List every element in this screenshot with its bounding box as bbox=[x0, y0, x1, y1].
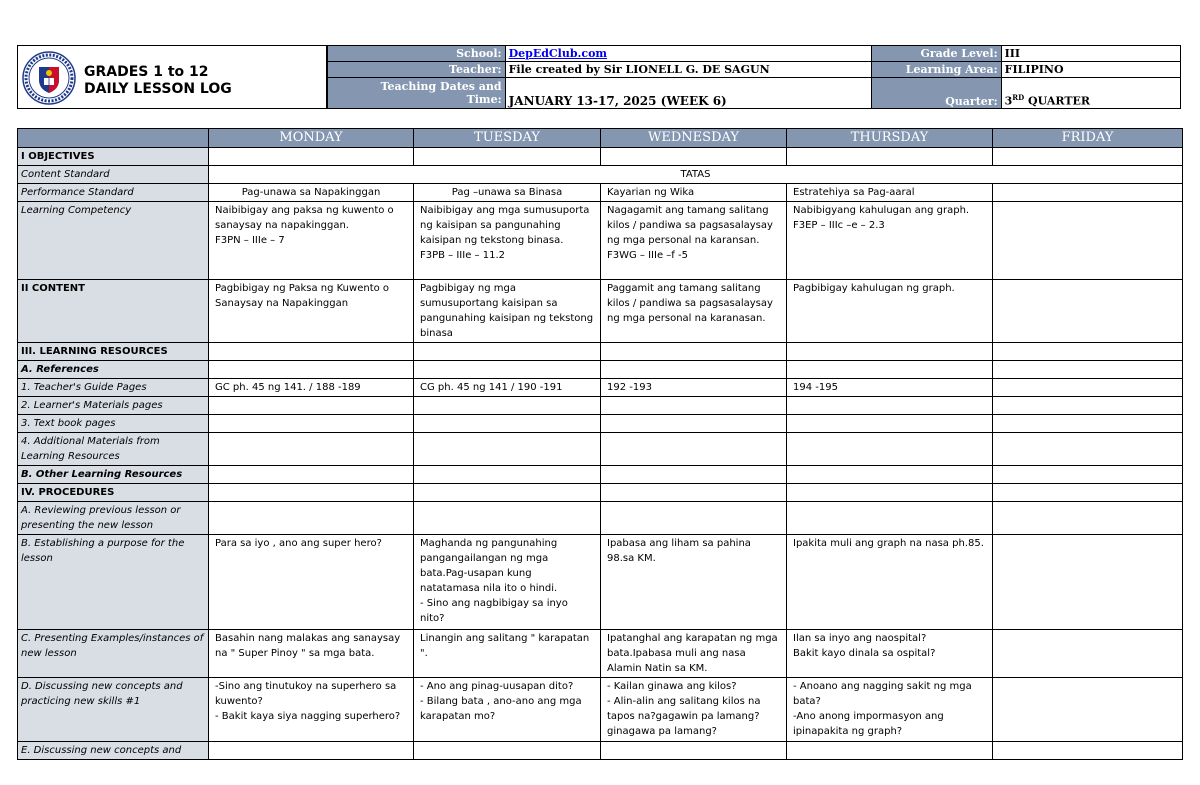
row-label-objectives: I OBJECTIVES bbox=[18, 148, 209, 166]
cell bbox=[993, 484, 1183, 502]
cell bbox=[209, 466, 414, 484]
comp-tuesday: Naibibigay ang mga sumusuporta ng kaisipan sa pangunahing kaisipan ng tekstong binasa. F3PB – IIIe – 11.2 bbox=[414, 202, 601, 280]
cell bbox=[601, 343, 787, 361]
cell bbox=[993, 466, 1183, 484]
discussing-wednesday: - Kailan ginawa ang kilos? - Alin-alin ang salitang kilos na tapos na?gagawin pa lamang? ginagawa pa lamang? bbox=[601, 678, 787, 742]
cell bbox=[787, 148, 993, 166]
discussing-monday: -Sino ang tinutukoy na superhero sa kuwento? - Bakit kaya siya nagging superhero? bbox=[209, 678, 414, 742]
cell bbox=[787, 484, 993, 502]
table-row bbox=[18, 502, 1183, 535]
purpose-tuesday: Maghanda ng pangunahing pangangailangan ng mga bata.Pag-usapan kung natatamasa nila ito o hindi. - Sino ang nagbibigay sa inyo nito? bbox=[414, 535, 601, 630]
school-label: School: bbox=[328, 46, 506, 62]
cell bbox=[993, 742, 1183, 760]
quarter-label: Quarter: bbox=[871, 78, 1001, 109]
cell bbox=[601, 466, 787, 484]
cell bbox=[209, 343, 414, 361]
presenting-tuesday: Linangin ang salitang " karapatan ". bbox=[414, 630, 601, 678]
cell bbox=[209, 148, 414, 166]
content-standard-value: TATAS bbox=[209, 166, 1183, 184]
cell bbox=[601, 502, 787, 535]
row-label-procedures: IV. PROCEDURES bbox=[18, 484, 209, 502]
area-label: Learning Area: bbox=[871, 62, 1001, 78]
presenting-monday: Basahin nang malakas ang sanaysay na " Super Pinoy " sa mga bata. bbox=[209, 630, 414, 678]
grade-value: III bbox=[1001, 46, 1180, 62]
quarter-value bbox=[1001, 78, 1180, 109]
day-wednesday: WEDNESDAY bbox=[601, 129, 787, 148]
comp-wednesday: Nagagamit ang tamang salitang kilos / pandiwa sa pagsasalaysay ng mga personal na karansan. F3WG – IIIe –f -5 bbox=[601, 202, 787, 280]
table-row bbox=[18, 166, 1183, 184]
table-row bbox=[18, 379, 1183, 397]
table-row bbox=[18, 202, 1183, 280]
cell bbox=[787, 502, 993, 535]
day-tuesday: TUESDAY bbox=[414, 129, 601, 148]
row-label-presenting: C. Presenting Examples/instances of new lesson bbox=[18, 630, 209, 678]
purpose-friday bbox=[993, 535, 1183, 630]
table-row bbox=[18, 433, 1183, 466]
table-row bbox=[18, 280, 1183, 343]
row-label-learners-materials: 2. Learner's Materials pages bbox=[18, 397, 209, 415]
discussing-thursday: - Anoano ang nagging sakit ng mga bata? -Ano anong impormasyon ang ipinapakita ng graph? bbox=[787, 678, 993, 742]
cell bbox=[414, 484, 601, 502]
row-label-resources: III. LEARNING RESOURCES bbox=[18, 343, 209, 361]
cell bbox=[414, 148, 601, 166]
deped-seal-icon bbox=[22, 51, 76, 105]
dates-label-line1: Teaching Dates and bbox=[380, 80, 502, 93]
area-value: FILIPINO bbox=[1001, 62, 1180, 78]
purpose-thursday: Ipakita muli ang graph na nasa ph.85. bbox=[787, 535, 993, 630]
teacher-label: Teacher: bbox=[328, 62, 506, 78]
quarter-text: QUARTER bbox=[1024, 95, 1091, 108]
content-tuesday: Pagbibigay ng mga sumusuportang kaisipan sa pangunahing kaisipan ng tekstong binasa bbox=[414, 280, 601, 343]
dates-value-text: JANUARY 13-17, 2025 (WEEK 6) bbox=[508, 94, 727, 108]
purpose-monday: Para sa iyo , ano ang super hero? bbox=[209, 535, 414, 630]
tg-monday: GC ph. 45 ng 141. / 188 -189 bbox=[209, 379, 414, 397]
title-line-dll: DAILY LESSON LOG bbox=[84, 81, 232, 97]
table-row bbox=[18, 361, 1183, 379]
cell bbox=[787, 343, 993, 361]
cell bbox=[414, 502, 601, 535]
cell bbox=[993, 148, 1183, 166]
table-row bbox=[18, 484, 1183, 502]
cell bbox=[601, 415, 787, 433]
cell bbox=[414, 466, 601, 484]
title-line-grades: GRADES 1 to 12 bbox=[84, 64, 209, 80]
row-label-references: A. References bbox=[18, 361, 209, 379]
row-label-additional-materials: 4. Additional Materials from Learning Resources bbox=[18, 433, 209, 466]
table-row bbox=[18, 148, 1183, 166]
quarter-num: 3 bbox=[1004, 95, 1013, 108]
grade-label: Grade Level: bbox=[871, 46, 1001, 62]
cell bbox=[787, 433, 993, 466]
content-monday: Pagbibigay ng Paksa ng Kuwento o Sanaysay na Napakinggan bbox=[209, 280, 414, 343]
tg-friday bbox=[993, 379, 1183, 397]
perf-friday bbox=[993, 184, 1183, 202]
row-label-purpose: B. Establishing a purpose for the lesson bbox=[18, 535, 209, 630]
table-row bbox=[18, 678, 1183, 742]
cell bbox=[209, 502, 414, 535]
cell bbox=[601, 361, 787, 379]
table-row bbox=[18, 466, 1183, 484]
dates-label bbox=[328, 78, 506, 109]
log-title bbox=[84, 64, 232, 98]
cell bbox=[993, 502, 1183, 535]
perf-thursday: Estratehiya sa Pag-aaral bbox=[787, 184, 993, 202]
cell bbox=[414, 433, 601, 466]
cell bbox=[209, 415, 414, 433]
row-label-discussing-1: D. Discussing new concepts and practicing new skills #1 bbox=[18, 678, 209, 742]
day-friday: FRIDAY bbox=[993, 129, 1183, 148]
cell bbox=[414, 343, 601, 361]
perf-tuesday: Pag –unawa sa Binasa bbox=[414, 184, 601, 202]
cell bbox=[601, 433, 787, 466]
lesson-log-header bbox=[17, 45, 1181, 111]
row-label-reviewing: A. Reviewing previous lesson or presenting the new lesson bbox=[18, 502, 209, 535]
title-box bbox=[17, 45, 327, 109]
content-thursday: Pagbibigay kahulugan ng graph. bbox=[787, 280, 993, 343]
cell bbox=[787, 742, 993, 760]
comp-monday: Naibibigay ang paksa ng kuwento o sanaysay na napakinggan. F3PN – IIIe – 7 bbox=[209, 202, 414, 280]
header-info-table bbox=[327, 45, 1181, 109]
row-label-learning-competency: Learning Competency bbox=[18, 202, 209, 280]
cell bbox=[209, 433, 414, 466]
cell bbox=[414, 742, 601, 760]
row-label-content-standard: Content Standard bbox=[18, 166, 209, 184]
table-row bbox=[18, 630, 1183, 678]
row-label-other-resources: B. Other Learning Resources bbox=[18, 466, 209, 484]
purpose-wednesday: Ipabasa ang liham sa pahina 98.sa KM. bbox=[601, 535, 787, 630]
corner-cell bbox=[18, 129, 209, 148]
table-row bbox=[18, 535, 1183, 630]
table-row bbox=[18, 397, 1183, 415]
quarter-sup: RD bbox=[1012, 93, 1025, 103]
cell bbox=[993, 343, 1183, 361]
row-label-content: II CONTENT bbox=[18, 280, 209, 343]
content-friday bbox=[993, 280, 1183, 343]
discussing-friday bbox=[993, 678, 1183, 742]
content-wednesday: Paggamit ang tamang salitang kilos / pandiwa sa pagsasalaysay ng mga personal na karanasan. bbox=[601, 280, 787, 343]
cell bbox=[414, 397, 601, 415]
cell bbox=[601, 484, 787, 502]
dates-label-line2: Time: bbox=[466, 93, 502, 106]
lesson-table bbox=[17, 128, 1183, 760]
discussing-tuesday: - Ano ang pinag-uusapan dito? - Bilang bata , ano-ano ang mga karapatan mo? bbox=[414, 678, 601, 742]
row-label-performance-standard: Performance Standard bbox=[18, 184, 209, 202]
cell bbox=[787, 415, 993, 433]
school-value[interactable] bbox=[505, 46, 871, 62]
presenting-wednesday: Ipatanghal ang karapatan ng mga bata.Ipabasa muli ang nasa Alamin Natin sa KM. bbox=[601, 630, 787, 678]
school-link[interactable]: DepEdClub.com bbox=[508, 47, 608, 60]
table-row bbox=[18, 742, 1183, 760]
cell bbox=[209, 361, 414, 379]
cell bbox=[209, 484, 414, 502]
cell bbox=[209, 397, 414, 415]
cell bbox=[787, 466, 993, 484]
comp-friday bbox=[993, 202, 1183, 280]
cell bbox=[601, 397, 787, 415]
cell bbox=[601, 742, 787, 760]
cell bbox=[993, 397, 1183, 415]
table-row bbox=[18, 184, 1183, 202]
cell bbox=[787, 397, 993, 415]
presenting-friday bbox=[993, 630, 1183, 678]
cell bbox=[993, 415, 1183, 433]
table-row bbox=[18, 343, 1183, 361]
cell bbox=[787, 361, 993, 379]
table-row bbox=[18, 415, 1183, 433]
comp-thursday: Nabibigyang kahulugan ang graph. F3EP – IIIc –e – 2.3 bbox=[787, 202, 993, 280]
cell bbox=[209, 742, 414, 760]
presenting-thursday: Ilan sa inyo ang naospital? Bakit kayo dinala sa ospital? bbox=[787, 630, 993, 678]
row-label-textbook: 3. Text book pages bbox=[18, 415, 209, 433]
teacher-value: File created by Sir LIONELL G. DE SAGUN bbox=[505, 62, 871, 78]
cell bbox=[993, 433, 1183, 466]
tg-thursday: 194 -195 bbox=[787, 379, 993, 397]
cell bbox=[993, 361, 1183, 379]
dates-value bbox=[505, 78, 871, 109]
perf-monday: Pag-unawa sa Napakinggan bbox=[209, 184, 414, 202]
day-monday: MONDAY bbox=[209, 129, 414, 148]
cell bbox=[601, 148, 787, 166]
tg-wednesday: 192 -193 bbox=[601, 379, 787, 397]
row-label-teachers-guide: 1. Teacher's Guide Pages bbox=[18, 379, 209, 397]
row-label-discussing-2: E. Discussing new concepts and bbox=[18, 742, 209, 760]
day-thursday: THURSDAY bbox=[787, 129, 993, 148]
cell bbox=[414, 415, 601, 433]
perf-wednesday: Kayarian ng Wika bbox=[601, 184, 787, 202]
day-header-row bbox=[18, 129, 1183, 148]
tg-tuesday: CG ph. 45 ng 141 / 190 -191 bbox=[414, 379, 601, 397]
cell bbox=[414, 361, 601, 379]
